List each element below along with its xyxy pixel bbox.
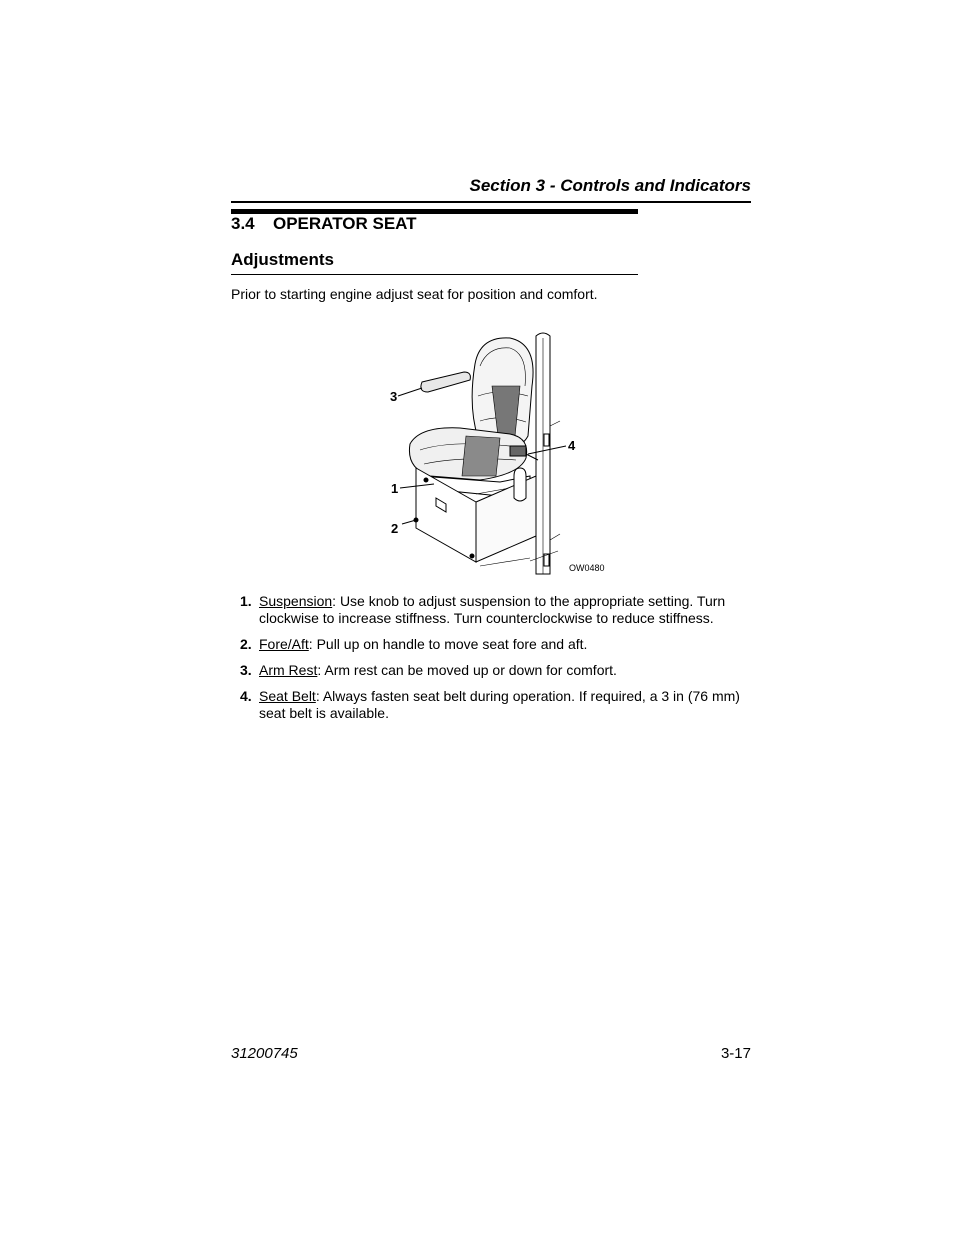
item-number: 2. [240, 636, 252, 652]
operator-seat-illustration [380, 326, 620, 578]
page-header [231, 176, 751, 203]
list-item [231, 688, 751, 722]
section-heading [231, 214, 417, 234]
callout-2: 2 [391, 521, 399, 536]
list-item [231, 662, 751, 679]
item-term: Seat Belt [259, 688, 316, 704]
item-term: Fore/Aft [259, 636, 309, 652]
callout-3: 3 [390, 389, 398, 404]
section-title: Section 3 - Controls and Indicators [469, 176, 751, 195]
list-item [231, 636, 751, 653]
section-heading-title: OPERATOR SEAT [273, 214, 417, 233]
callout-4: 4 [568, 438, 576, 453]
list-item [231, 593, 751, 627]
item-term: Arm Rest [259, 662, 318, 678]
document-number: 31200745 [231, 1045, 298, 1062]
item-text: : Pull up on handle to move seat fore and aft. [308, 636, 588, 652]
item-number: 4. [240, 688, 252, 704]
item-term: Suspension [259, 593, 333, 609]
page-number: 3-17 [720, 1045, 751, 1062]
figure-id: OW0480 [569, 563, 605, 573]
callout-1: 1 [391, 481, 399, 496]
item-number: 1. [240, 593, 252, 609]
subheading-rule [231, 274, 638, 275]
adjustments-list [231, 593, 751, 731]
item-number: 3. [240, 662, 252, 678]
operator-seat-figure [380, 326, 620, 578]
item-text: : Always fasten seat belt during operation. If required, a 3 in (76 mm) seat belt is available. [259, 688, 740, 721]
item-text: : Arm rest can be moved up or down for comfort. [317, 662, 617, 678]
subheading: Adjustments [231, 250, 334, 269]
intro-paragraph: Prior to starting engine adjust seat for position and comfort. [231, 286, 598, 302]
section-number: 3.4 [231, 214, 255, 233]
item-text: : Use knob to adjust suspension to the appropriate setting. Turn clockwise to increase stiffness. Turn counterclockwise to reduce stiffness. [259, 593, 726, 626]
